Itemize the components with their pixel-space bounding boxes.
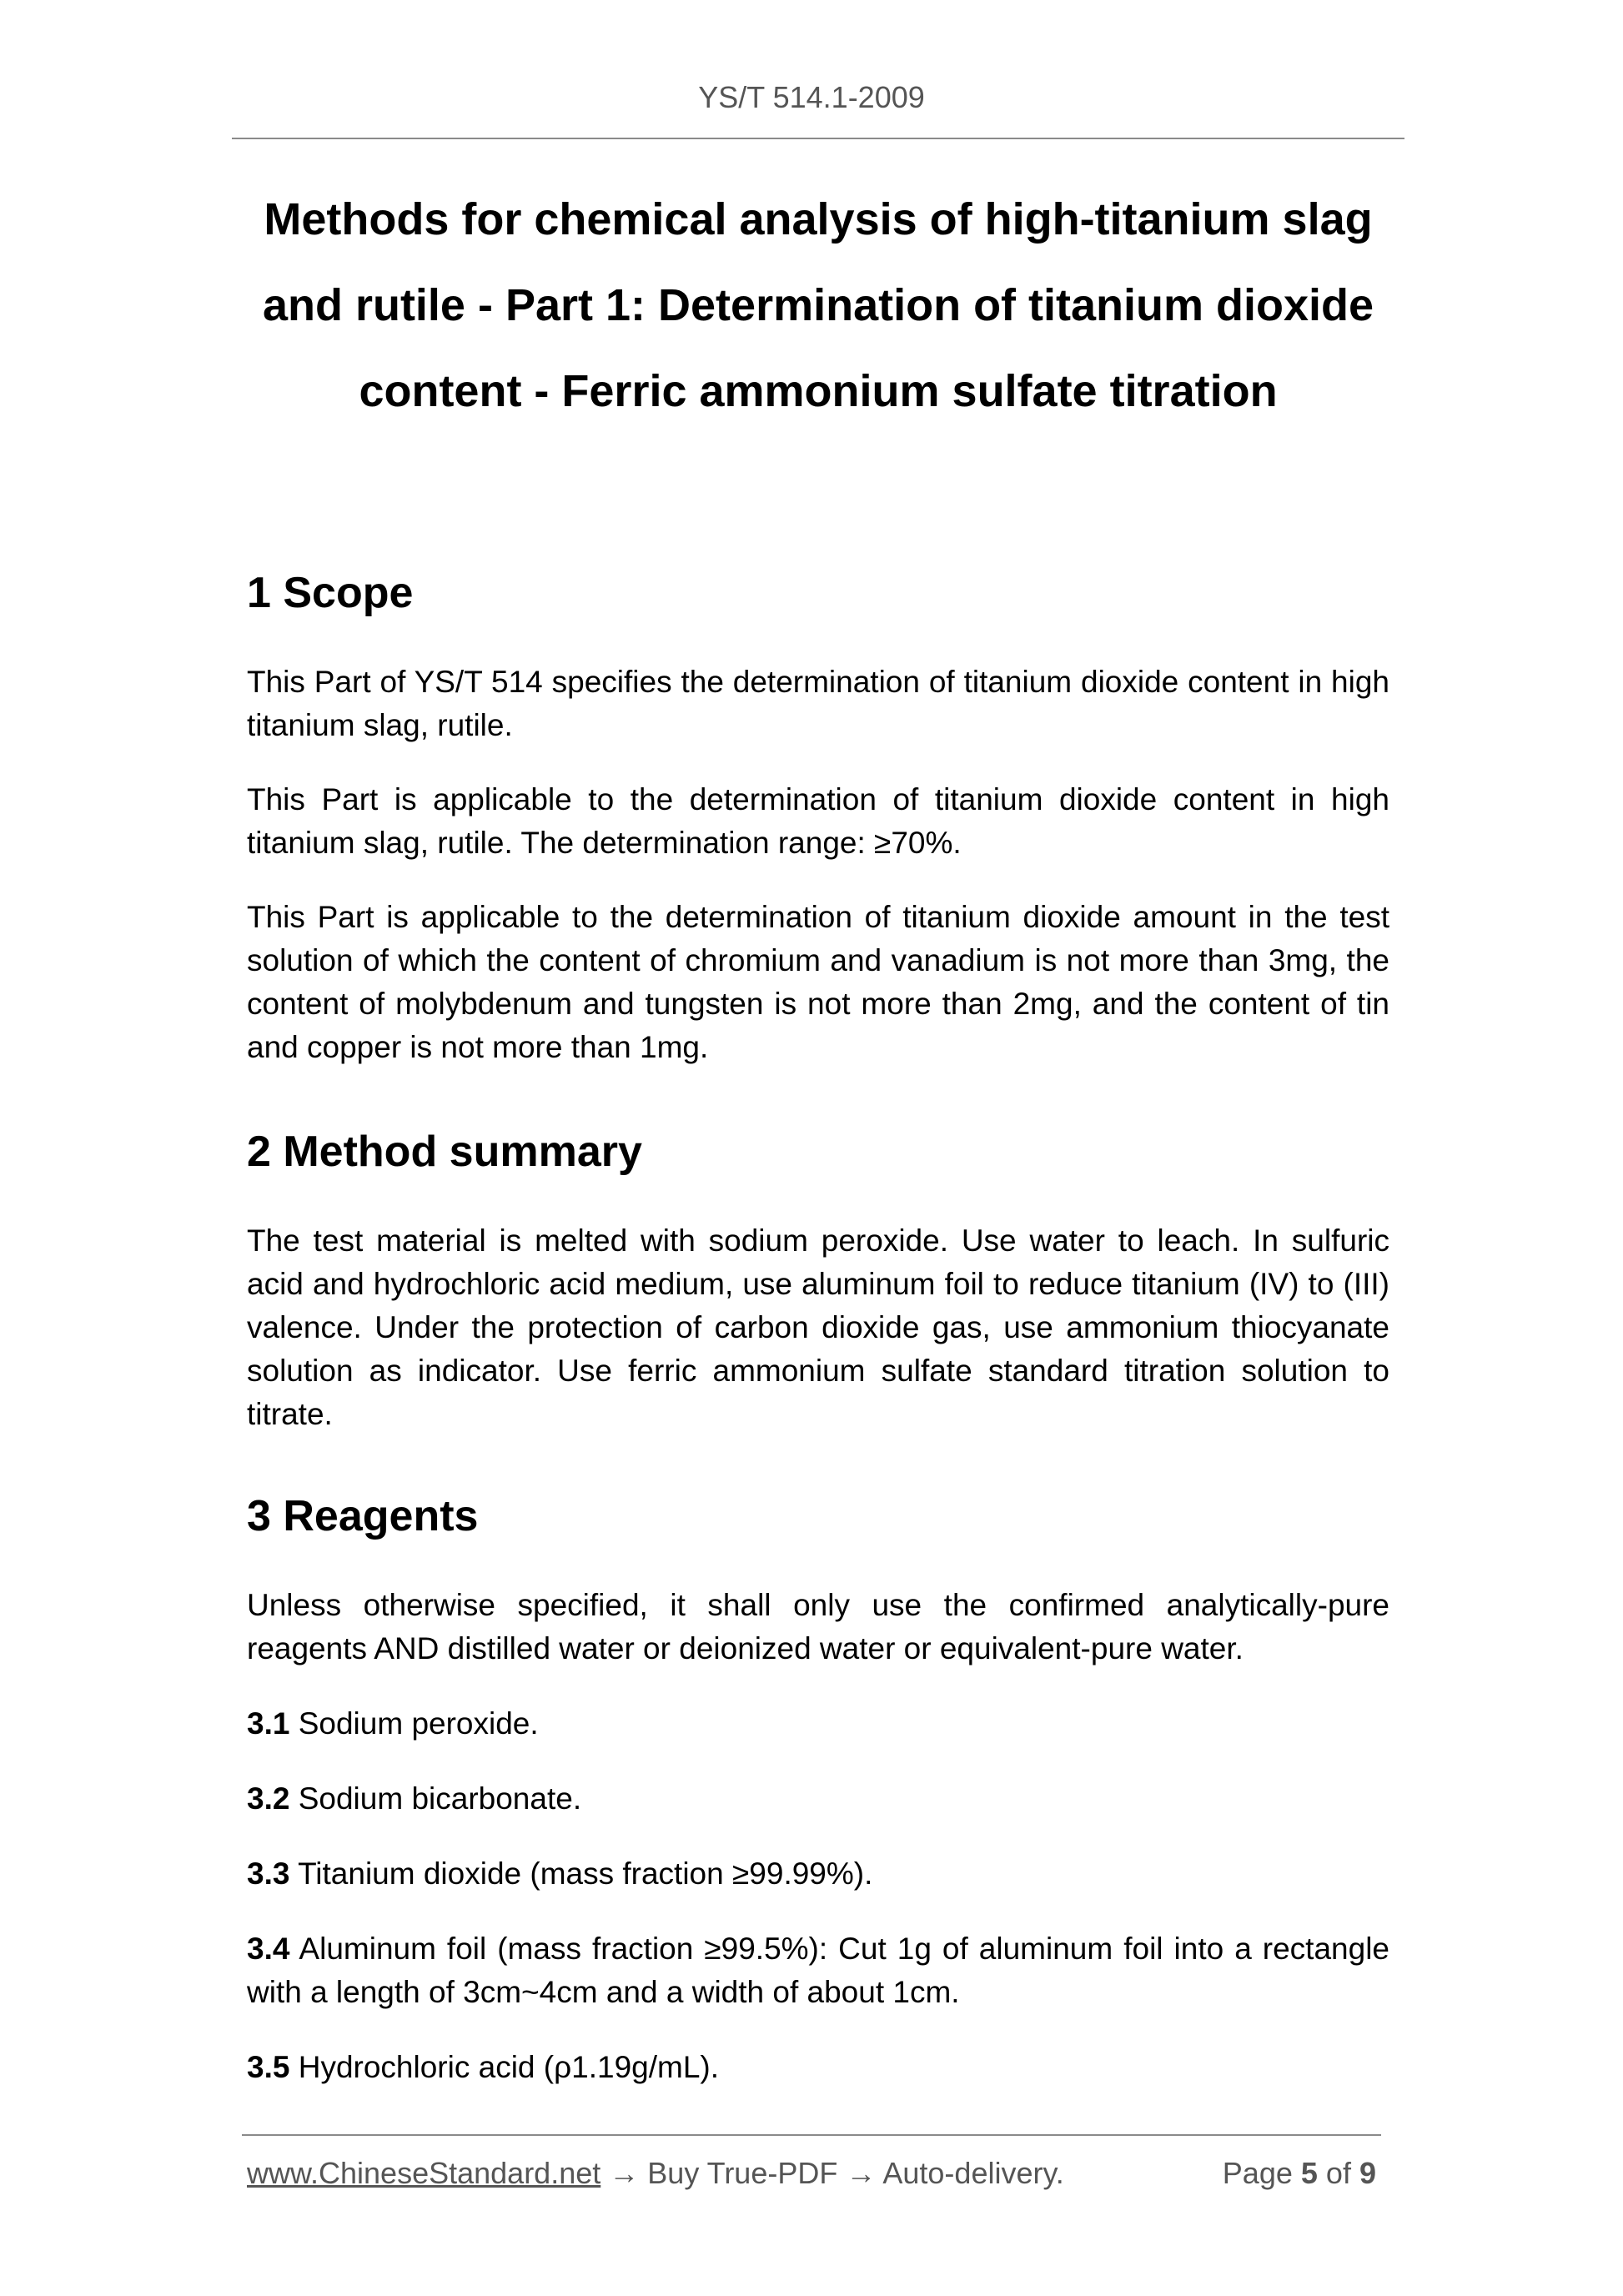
buy-true-pdf-text: Buy True-PDF xyxy=(647,2156,838,2190)
auto-delivery-text: Auto-delivery. xyxy=(882,2156,1064,2190)
method-paragraph: The test material is melted with sodium peroxide. Use water to leach. In sulfuric acid and hydrochloric acid medium, use aluminum foil to reduce titanium (IV) to (III) valence. Under the protection of carbon dioxide gas, use ammonium thiocyanate solution as indicator. Use ferric ammonium sulfate standard titration solution to titrate. xyxy=(247,1223,1389,1431)
reagent-text: Aluminum foil (mass fraction ≥99.5%): Cut 1g of aluminum foil into a rectangle with a length of 3cm~4cm and a width of about 1cm. xyxy=(247,1932,1389,2009)
scope-paragraph-1: This Part of YS/T 514 specifies the determination of titanium dioxide content in high titanium slag, rutile. xyxy=(247,665,1389,742)
page-label: Page xyxy=(1222,2156,1293,2190)
header-divider xyxy=(232,138,1404,139)
reagent-item xyxy=(247,1702,1389,1746)
title-line-1: Methods for chemical analysis of high-titanium slag xyxy=(264,194,1373,244)
reagent-number: 3.3 xyxy=(247,1856,290,1891)
reagents-intro: Unless otherwise specified, it shall only use the confirmed analytically-pure reagents AND distilled water or deionized water or equivalent-pure water. xyxy=(247,1588,1389,1665)
reagent-item xyxy=(247,2046,1389,2089)
scope-paragraph-2: This Part is applicable to the determination of titanium dioxide content in high titanium slag, rutile. The determination range: ≥70%. xyxy=(247,782,1389,860)
page-current: 5 xyxy=(1300,2156,1318,2190)
reagent-number: 3.2 xyxy=(247,1781,290,1816)
page-footer xyxy=(247,2156,1376,2191)
document-title xyxy=(232,177,1404,435)
page-of-label: of xyxy=(1325,2156,1351,2190)
section-method-summary xyxy=(247,1123,1389,1436)
reagent-text: Titanium dioxide (mass fraction ≥99.99%). xyxy=(298,1856,873,1891)
arrow-right-icon: → xyxy=(609,2156,640,2190)
title-line-2: and rutile - Part 1: Determination of titanium dioxide xyxy=(262,280,1374,330)
reagent-text: Sodium peroxide. xyxy=(298,1706,539,1741)
title-line-3: content - Ferric ammonium sulfate titration xyxy=(359,366,1278,416)
section-reagents xyxy=(247,1487,1389,2089)
page-indicator xyxy=(1223,2156,1376,2191)
reagent-number: 3.5 xyxy=(247,2050,290,2084)
reagent-item xyxy=(247,1852,1389,1896)
page-total: 9 xyxy=(1359,2156,1376,2190)
arrow-right-icon: → xyxy=(846,2156,877,2190)
reagents-heading: 3 Reagents xyxy=(247,1492,479,1540)
reagent-item xyxy=(247,1777,1389,1821)
reagent-number: 3.4 xyxy=(247,1932,290,1966)
standard-code-header: YS/T 514.1-2009 xyxy=(698,80,925,114)
scope-heading: 1 Scope xyxy=(247,569,414,617)
footer-divider xyxy=(242,2134,1381,2136)
reagent-item xyxy=(247,1927,1389,2014)
scope-paragraph-3: This Part is applicable to the determination of titanium dioxide amount in the test solution of which the content of chromium and vanadium is not more than 3mg, the content of molybdenum and tungsten is not more than 2mg, and the content of tin and copper is not more than 1mg. xyxy=(247,900,1389,1064)
website-link[interactable]: www.ChineseStandard.net xyxy=(247,2156,601,2190)
footer-promo xyxy=(247,2156,1064,2191)
section-scope xyxy=(247,564,1389,1069)
method-heading: 2 Method summary xyxy=(247,1128,642,1176)
reagent-number: 3.1 xyxy=(247,1706,290,1741)
reagent-text: Sodium bicarbonate. xyxy=(298,1781,582,1816)
reagent-text: Hydrochloric acid (ρ1.19g/mL). xyxy=(298,2050,720,2084)
